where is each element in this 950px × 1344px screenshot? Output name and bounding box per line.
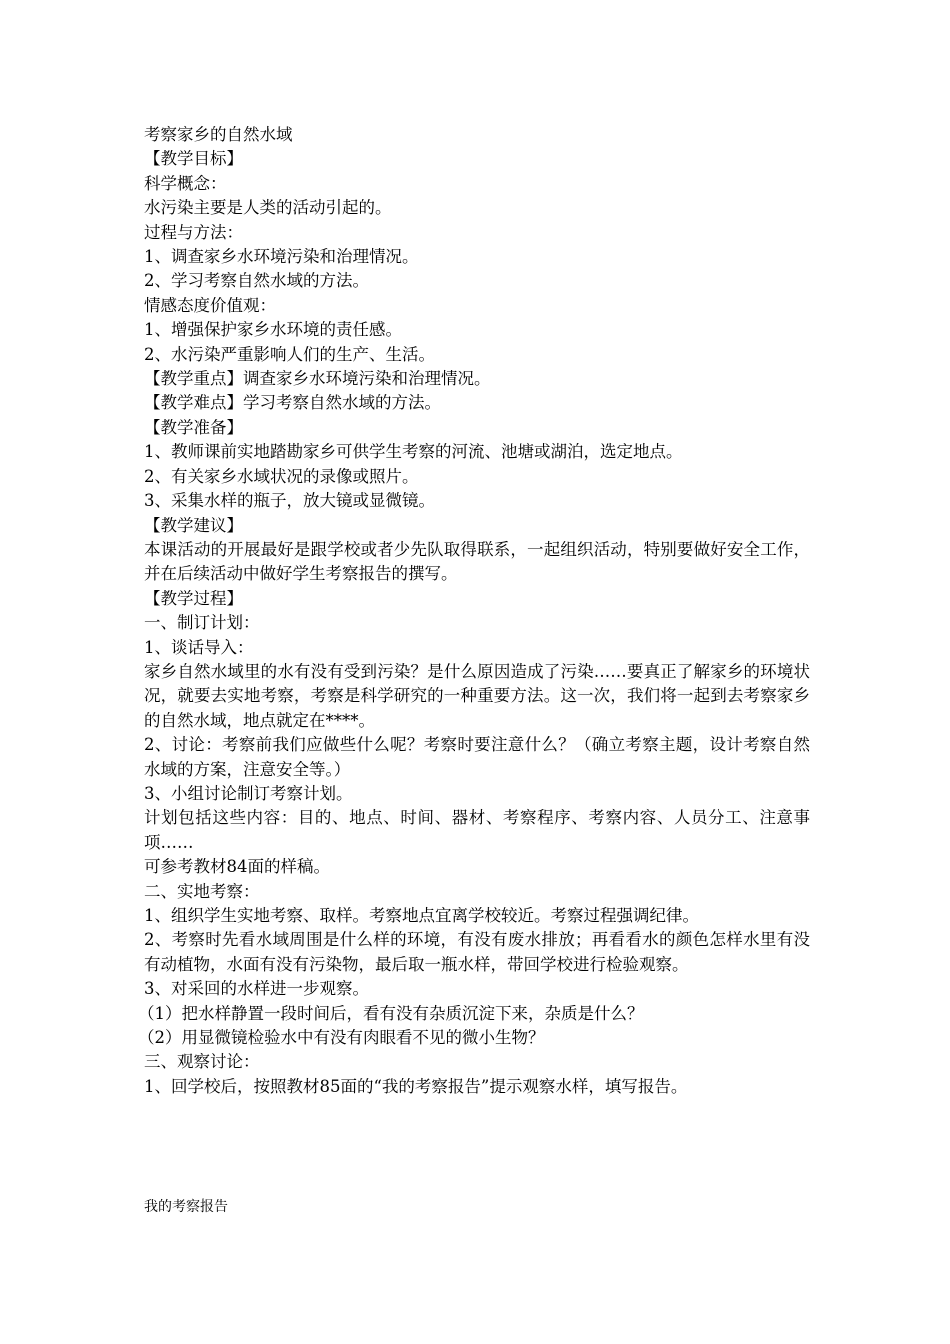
list-item: 1、组织学生实地考察、取样。考察地点宜离学校较近。考察过程强调纪律。 (144, 906, 699, 925)
paragraph: 家乡自然水域里的水有没有受到污染？是什么原因造成了污染……要真正了解家乡的环境状况，就要去实地考察，考察是科学研究的一种重要方法。这一次，我们将一起到去考察家乡的自然水域，地点就定在****。 (144, 661, 810, 730)
report-title: 我的考察报告 (144, 1199, 228, 1215)
section-heading-objectives: 【教学目标】 (144, 149, 243, 169)
document-title: 考察家乡的自然水域 (144, 125, 293, 144)
sub-list-item: （1）把水样静置一段时间后，看有没有杂质沉淀下来，杂质是什么？ (138, 1003, 644, 1023)
section-heading-difficulties: 【教学难点】学习考察自然水域的方法。 (144, 393, 441, 413)
paragraph: 水污染主要是人类的活动引起的。 (144, 198, 392, 218)
section-heading-key-points: 【教学重点】调查家乡水环境污染和治理情况。 (144, 369, 491, 389)
list-item: 2、考察时先看水域周围是什么样的环境，有没有废水排放；再看看水的颜色怎样水里有没有动植物，水面有没有污染物，最后取一瓶水样，带回学校进行检验观察。 (144, 930, 810, 974)
list-item: 3、小组讨论制订考察计划。 (144, 783, 353, 803)
list-item: 1、教师课前实地踏勘家乡可供学生考察的河流、池塘或湖泊，选定地点。 (144, 442, 683, 462)
list-item: 2、讨论：考察前我们应做些什么呢？考察时要注意什么？（确立考察主题，设计考察自然水域的方案，注意安全等。） (144, 735, 810, 779)
subheading-step-three: 三、观察讨论： (144, 1052, 260, 1072)
paragraph: 计划包括这些内容：目的、地点、时间、器材、考察程序、考察内容、人员分工、注意事项…… (144, 808, 810, 852)
list-item: 1、谈话导入： (144, 637, 254, 657)
paragraph: 本课活动的开展最好是跟学校或者少先队取得联系，一起组织活动，特别要做好安全工作，并在后续活动中做好学生考察报告的撰写。 (144, 539, 810, 584)
list-item: 2、水污染严重影响人们的生产、生活。 (144, 344, 435, 364)
paragraph: 可参考教材84面的样稿。 (144, 857, 330, 877)
sub-list-item: （2）用显微镜检验水中有没有肉眼看不见的微小生物？ (138, 1028, 545, 1048)
subheading-step-one: 一、制订计划： (144, 613, 260, 633)
list-item: 3、采集水样的瓶子，放大镜或显微镜。 (144, 491, 435, 511)
section-heading-suggestions: 【教学建议】 (144, 515, 243, 535)
subheading-process-method: 过程与方法： (144, 222, 243, 242)
lesson-plan-body (138, 123, 810, 1099)
list-item: 1、调查家乡水环境污染和治理情况。 (144, 247, 419, 267)
subheading-attitude-values: 情感态度价值观： (144, 295, 276, 315)
subheading-step-two: 二、实地考察： (144, 881, 260, 901)
list-item: 2、有关家乡水域状况的录像或照片。 (144, 466, 419, 486)
list-item: 3、对采回的水样进一步观察。 (144, 979, 369, 999)
subheading-science-concept: 科学概念： (144, 173, 227, 193)
list-item: 2、学习考察自然水域的方法。 (144, 271, 369, 291)
section-heading-process: 【教学过程】 (144, 588, 243, 608)
section-heading-preparation: 【教学准备】 (144, 417, 243, 437)
list-item: 1、回学校后，按照教材85面的“我的考察报告”提示观察水样，填写报告。 (144, 1076, 688, 1096)
list-item: 1、增强保护家乡水环境的责任感。 (144, 320, 402, 340)
